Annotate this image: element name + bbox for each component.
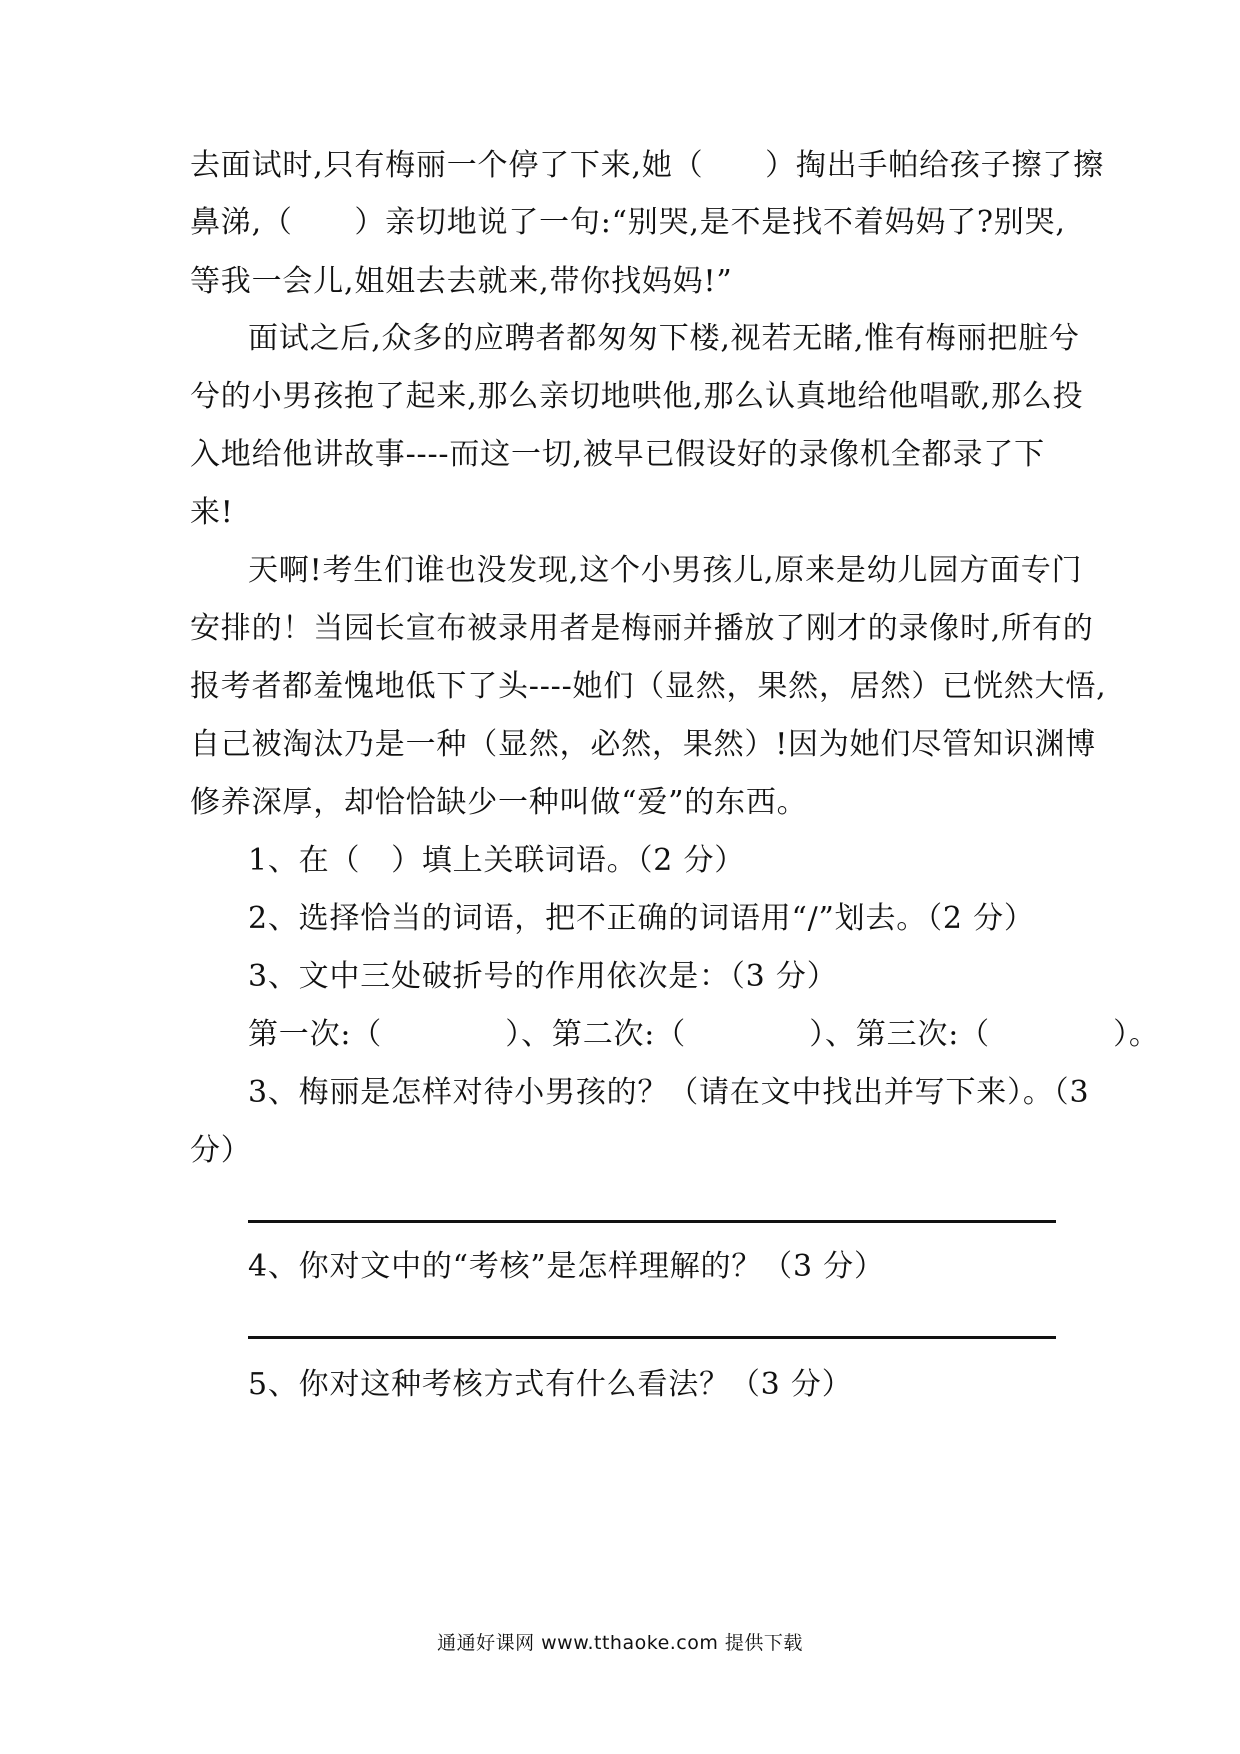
passage-line: 自己被淘汰乃是一种（显然，必然，果然）!因为她们尽管知识渊博 xyxy=(190,727,1097,762)
passage-line: 面试之后,众多的应聘者都匆匆下楼,视若无睹,惟有梅丽把脏兮 xyxy=(248,321,1080,356)
question-5: 5、你对这种考核方式有什么看法？（3 分） xyxy=(248,1367,853,1402)
passage-line: 鼻涕,（ ）亲切地说了一句:“别哭,是不是找不着妈妈了?别哭, xyxy=(190,205,1066,240)
question-3b: 3、梅丽是怎样对待小男孩的？（请在文中找出并写下来）。（3 xyxy=(248,1075,1090,1110)
question-2: 2、选择恰当的词语，把不正确的词语用“/”划去。（2 分） xyxy=(248,901,1035,936)
page-footer: 通通好课网 www.tthaoke.com 提供下载 xyxy=(437,1632,803,1654)
answer-line xyxy=(248,1336,1056,1339)
passage-line: 天啊!考生们谁也没发现,这个小男孩儿,原来是幼儿园方面专门 xyxy=(248,553,1083,588)
question-3-blanks: 第一次:（ ）、第二次:（ ）、第三次:（ ）。 xyxy=(248,1017,1160,1052)
passage-line: 报考者都羞愧地低下了头----她们（显然，果然，居然）已恍然大悟, xyxy=(190,669,1107,704)
passage-line: 兮的小男孩抱了起来,那么亲切地哄他,那么认真地给他唱歌,那么投 xyxy=(190,379,1084,414)
passage-line: 等我一会儿,姐姐去去就来,带你找妈妈!” xyxy=(190,264,733,299)
question-3b-cont: 分） xyxy=(190,1133,252,1168)
passage-line: 去面试时,只有梅丽一个停了下来,她（ ）掏出手帕给孩子擦了擦 xyxy=(190,148,1104,183)
passage-line: 来! xyxy=(190,495,234,530)
question-1: 1、在（ ）填上关联词语。（2 分） xyxy=(248,843,746,878)
answer-line xyxy=(248,1220,1056,1223)
question-4: 4、你对文中的“考核”是怎样理解的？（3 分） xyxy=(248,1249,885,1284)
passage-line: 修养深厚，却恰恰缺少一种叫做“爱”的东西。 xyxy=(190,785,808,820)
passage-line: 安排的！当园长宣布被录用者是梅丽并播放了刚才的录像时,所有的 xyxy=(190,611,1094,646)
question-3: 3、文中三处破折号的作用依次是：（3 分） xyxy=(248,959,838,994)
passage-line: 入地给他讲故事----而这一切,被早已假设好的录像机全都录了下 xyxy=(190,437,1045,472)
